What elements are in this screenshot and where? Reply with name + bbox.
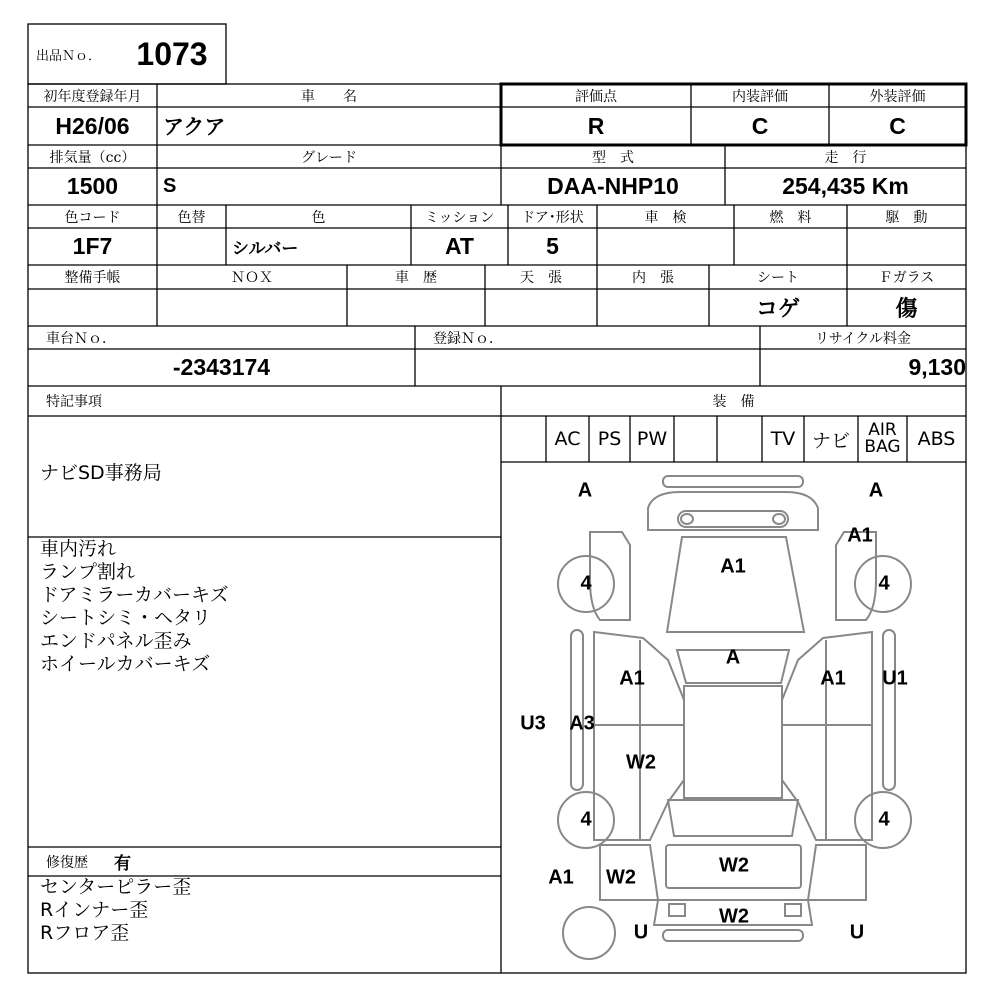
interior-value: C [751,112,769,139]
color-label: 色 [311,209,326,226]
interior-roof-label: 内 張 [632,270,674,286]
score-value: R [587,112,605,139]
remark-line: ドアミラーカバーキズ [40,584,229,606]
model-label: 型 式 [592,149,634,166]
damage-trunk: W2 [719,854,749,877]
remarks-label: 特記事項 [46,394,102,410]
equipment-airbag: AIR BAG [864,420,901,457]
grade-label: グレード [301,149,357,166]
damage-windshield: A [725,646,741,669]
color-code-value: 1F7 [72,233,113,259]
damage-rear-left-corner: U [633,921,649,944]
first-reg-value: H26/06 [55,112,130,139]
color-value: シルバー [232,239,299,258]
damage-rear-right-corner: U [849,921,865,944]
spare-wheel-shape [563,907,615,959]
right-rear-quarter-shape [808,845,866,900]
maintenance-label: 整備手帳 [64,270,121,286]
roof-shape [684,686,782,798]
left-front-fender-shape [590,532,630,620]
inspection-label: 車 検 [644,209,687,226]
damage-wheel-front-right: 4 [878,572,890,595]
equipment-label: 装 備 [712,394,755,410]
damage-right-front-fender: A1 [847,524,873,547]
damage-front-right-corner: A [868,479,884,502]
hood-shape [667,537,804,632]
rear-window-shape [668,800,798,836]
registration-label: 登録Ｎｏ． [433,330,503,347]
model-value: DAA-NHP10 [547,173,679,199]
door-label: ドア･形状 [521,209,584,226]
color-change-label: 色替 [177,209,206,226]
equipment-ac: AC [554,428,581,450]
damage-left-rear-quarter: A1 [548,866,574,889]
remark-line: ランプ割れ [40,561,136,583]
sunroof-label: 天 張 [520,270,562,286]
equipment-pw: PW [636,428,668,450]
damage-wheel-rear-left: 4 [580,808,592,831]
nox-label: ＮＯＸ [231,270,273,286]
remark-line: 車内汚れ [40,538,117,560]
score-label: 評価点 [575,88,617,105]
grade-value: S [163,175,177,197]
front-bumper-shape [663,476,803,487]
equipment-abs: ABS [917,428,956,450]
exterior-label: 外装評価 [869,88,926,105]
repair-line: Rインナー歪 [40,899,149,921]
damage-wheel-front-left: 4 [580,572,592,595]
damage-front-left-corner: A [577,479,593,502]
repair-line: センターピラー歪 [40,876,192,898]
remark-line: エンドパネル歪み [40,630,192,652]
fglass-value: 傷 [895,296,918,321]
lot-label: 出品Ｎｏ． [36,48,102,64]
recycle-value: 9,130 [908,354,966,380]
lot-number: 1073 [136,35,208,72]
damage-left-pillar: A3 [569,712,595,735]
damage-wheel-rear-right: 4 [878,808,890,831]
chassis-value: -2343174 [172,354,271,380]
interior-label: 内装評価 [732,88,788,105]
fglass-label: Ｆガラス [878,270,935,286]
door-value: 5 [546,233,559,259]
exterior-value: C [889,112,906,139]
displacement-value: 1500 [66,173,119,199]
repair-value: 有 [114,854,131,873]
damage-left-rear-door: W2 [626,751,656,774]
repair-line: Rフロア歪 [40,922,130,944]
mission-value: AT [445,233,474,259]
damage-right-front-door: A1 [820,667,846,690]
damage-right-step: U1 [882,667,908,690]
damage-rear-bumper: W2 [719,905,749,928]
right-step-shape [883,630,895,790]
damage-left-front-door: A1 [619,667,645,690]
repair-label: 修復歴 [46,854,88,871]
car-name-label: 車 名 [301,88,357,105]
equipment-ps: PS [597,428,622,450]
recycle-label: リサイクル料金 [814,330,912,347]
color-code-label: 色コード [64,209,121,226]
first-reg-label: 初年度登録年月 [43,88,142,105]
seat-label: シート [757,270,799,286]
equipment-tv: TV [770,428,796,450]
mileage-value: 254,435 Km [782,173,909,199]
damage-hood: A1 [720,555,746,578]
car-name-value: アクア [163,116,226,139]
equipment-navi: ナビ [811,429,850,452]
left-step-shape [571,630,583,790]
drive-label: 駆 動 [885,209,928,226]
displacement-label: 排気量（cc） [49,149,136,166]
chassis-label: 車台Ｎｏ． [46,330,116,347]
remark-line: シートシミ・ヘタリ [40,607,212,629]
remarks-top-note: ナビSD事務局 [40,462,162,484]
mission-label: ミッション [424,209,495,226]
seat-value: コゲ [755,296,800,321]
history-label: 車 歴 [395,270,437,286]
mileage-label: 走 行 [824,149,867,166]
fuel-label: 燃 料 [769,209,812,226]
damage-left-step: U3 [520,712,546,735]
damage-left-rear-quarter-2: W2 [606,866,636,889]
remark-line: ホイールカバーキズ [40,653,211,675]
